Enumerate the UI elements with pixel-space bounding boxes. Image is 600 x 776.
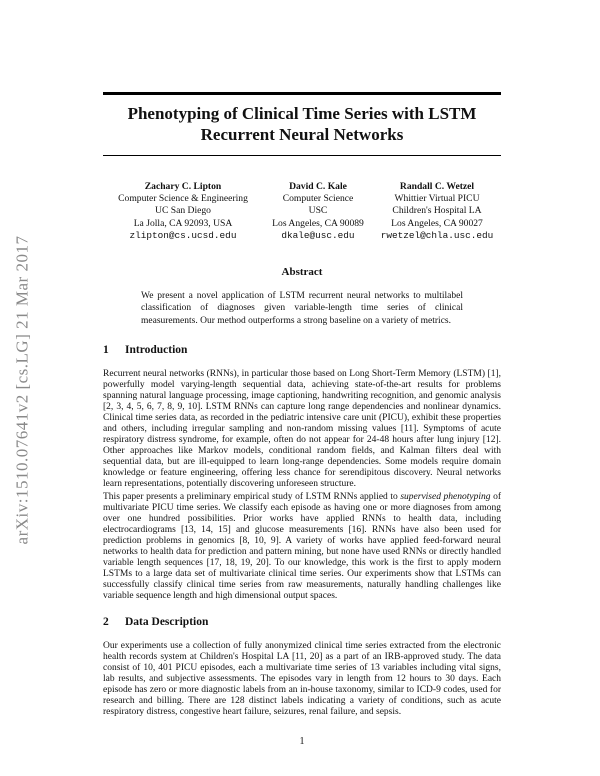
author-lipton <box>103 181 263 242</box>
author-affiliation-line: Los Angeles, CA 90027 <box>391 217 483 229</box>
paragraph-text: This paper presents a preliminary empirical study of LSTM RNNs applied to <box>103 492 401 502</box>
abstract-text: We present a novel application of LSTM recurrent neural networks to multilabel classification of diagnoses given variable-length time series of clinical measurements. Our method outperforms a strong baseline on a variety of metrics. <box>141 291 463 326</box>
author-kale <box>263 181 373 242</box>
title-top-rule <box>103 92 501 95</box>
author-affiliation-line: La Jolla, CA 92093, USA <box>133 217 233 229</box>
author-name: Randall C. Wetzel <box>399 181 475 192</box>
data-paragraph-1: Our experiments use a collection of fully anonymized clinical time series extracted from the electronic health records system at Children's Hospital LA [11, 20] as a part of an IRB-approved study. The data consist of 10, 401 PICU episodes, each a multivariate time series of 13 variables including vital signs, lab results, and subjective assessments. The episodes vary in length from 12 hours to 30 days. Each episode has zero or more diagnostic labels from an in-house taxonomy, similar to ICD-9 codes, used for research and billing. There are 128 distinct labels indicating a variety of conditions, such as acute respiratory distress, congestive heart failure, seizures, renal failure, and sepsis. <box>103 641 501 718</box>
section-number: 1 <box>103 344 109 356</box>
page-number: 1 <box>299 736 305 747</box>
author-affiliation-line: Children's Hospital LA <box>392 205 482 217</box>
author-affiliation-line: Computer Science & Engineering <box>118 193 248 205</box>
author-affiliation-line: UC San Diego <box>155 205 211 217</box>
arxiv-stamp <box>8 200 36 580</box>
section-number: 2 <box>103 616 109 628</box>
section-heading-data-description <box>103 616 208 628</box>
section-heading-introduction <box>103 344 187 356</box>
intro-paragraph-2 <box>103 492 501 602</box>
author-name: Zachary C. Lipton <box>144 181 222 192</box>
author-email[interactable]: dkale@usc.edu <box>281 229 355 241</box>
author-affiliation-line: Computer Science <box>282 193 354 205</box>
arxiv-stamp-text: arXiv:1510.07641v2 [cs.LG] 21 Mar 2017 <box>12 235 31 545</box>
author-name: David C. Kale <box>289 181 347 192</box>
title-bottom-rule <box>103 155 501 156</box>
author-affiliation-line: USC <box>308 205 328 217</box>
author-affiliation-line: Whittier Virtual PICU <box>394 193 480 205</box>
author-email[interactable]: rwetzel@chla.usc.edu <box>380 229 494 241</box>
paragraph-text: of multivariate PICU time series. We classify each episode as having one or more diagnoses from among over one hundred possibilities. Prior works have applied RNNs to health data, including electrocardiograms [13, 14, 15] and glucose measurements [16]. RNNs have also been used for prediction problems in genomics [8, 10, 9]. A variety of works have applied feed-forward neural networks to health data for prediction and pattern mining, but none have used RNNs or directly handled variable length sequences [17, 18, 19, 20]. To our knowledge, this work is the first to apply modern LSTMs to a large data set of multivariate clinical time series. Our experiments show that LSTMs can successfully classify clinical time series from raw measurements, naturally handling challenges like variable sequence length and high dimensional output spaces. <box>103 492 502 602</box>
intro-paragraph-1: Recurrent neural networks (RNNs), in particular those based on Long Short-Term Memory (LSTM) [1], powerfully model varying-length sequential data, achieving state-of-the-art results for problems spanning natural language processing, image captioning, handwriting recognition, and genomic analysis [2, 3, 4, 5, 6, 7, 8, 9, 10]. LSTM RNNs can capture long range dependencies and nonlinear dynamics. Clinical time series data, as recorded in the pediatric intensive care unit (PICU), exhibit these properties and others, including irregular sampling and non-random missing values [11]. Symptoms of acute respiratory distress syndrome, for example, often do not appear for 24-48 hours after lung injury [12]. Other approaches like Markov models, conditional random fields, and Kalman filters deal with sequential data, but are ill-equipped to learn long-range dependencies. Some models require domain knowledge or feature engineering, offering less chance for serendipitous discovery. Neural networks learn representations, potentially discovering unforeseen structure. <box>103 369 501 490</box>
author-email[interactable]: zlipton@cs.ucsd.edu <box>129 229 237 241</box>
author-block <box>103 181 501 242</box>
paper-title: Phenotyping of Clinical Time Series with LSTM Recurrent Neural Networks <box>127 104 477 144</box>
abstract-heading: Abstract <box>281 266 323 278</box>
author-affiliation-line: Los Angeles, CA 90089 <box>272 217 364 229</box>
section-title: Introduction <box>125 344 188 356</box>
emphasis-text: supervised phenotyping <box>400 492 491 502</box>
author-wetzel <box>373 181 501 242</box>
section-title: Data Description <box>125 616 209 628</box>
